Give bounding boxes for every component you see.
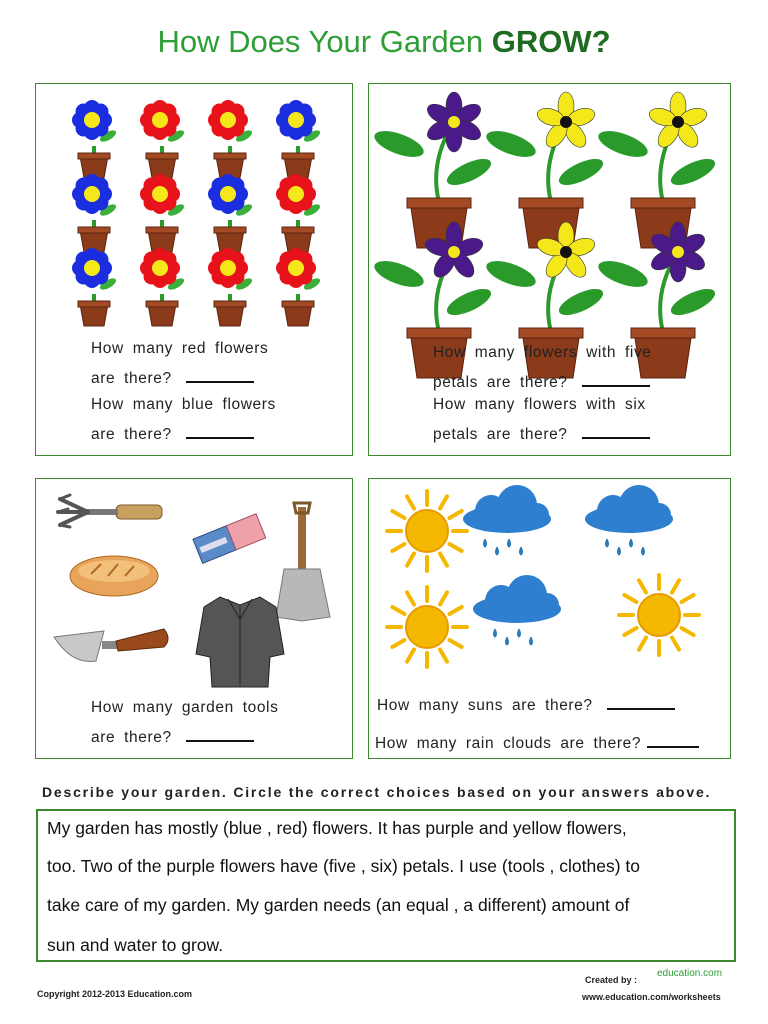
- panel-garden-tools: [35, 478, 353, 759]
- trowel-icon: [54, 629, 168, 662]
- answer-blank-red[interactable]: [186, 367, 254, 383]
- sun-icon: [387, 491, 467, 571]
- tools-illustration: [36, 479, 352, 679]
- panel-flower-petals: [368, 83, 731, 456]
- created-by: Created by :: [585, 975, 638, 985]
- coat-icon: [196, 597, 284, 687]
- blue-flower-icon: [72, 174, 118, 252]
- question-blue-line1: How many blue flowers: [91, 396, 276, 413]
- flower-grid: [36, 84, 352, 344]
- sun-icon: [387, 587, 467, 667]
- rain-cloud-icon: [585, 485, 673, 555]
- title-highlight: GROW?: [491, 24, 611, 59]
- rain-cloud-icon: [463, 485, 551, 555]
- story-line-1: My garden has mostly (blue , red) flowers. It has purple and yellow flowers,: [47, 818, 627, 838]
- question-six-line2: petals are there?: [433, 423, 650, 444]
- question-tools-line1: How many garden tools: [91, 699, 279, 716]
- red-flower-icon: [208, 248, 254, 326]
- page-title: How Does Your Garden GROW?: [157, 24, 611, 59]
- answer-blank-tools[interactable]: [186, 726, 254, 742]
- instructions: Describe your garden. Circle the correct choices based on your answers above.: [42, 784, 712, 800]
- answer-blank-clouds[interactable]: [647, 732, 699, 748]
- blue-flower-icon: [276, 100, 322, 178]
- petal-flowers: [369, 84, 730, 344]
- question-five-line1: How many flowers with five: [433, 344, 652, 361]
- answer-blank-six[interactable]: [582, 423, 650, 439]
- question-suns: How many suns are there?: [377, 694, 675, 715]
- question-five-line2: petals are there?: [433, 371, 650, 392]
- question-red-line1: How many red flowers: [91, 340, 269, 357]
- footer-url: www.education.com/worksheets: [582, 992, 721, 1002]
- bread-icon: [70, 556, 158, 596]
- red-flower-icon: [276, 174, 322, 252]
- red-flower-icon: [276, 248, 322, 326]
- story-box: [36, 809, 736, 962]
- rake-icon: [58, 495, 162, 527]
- blue-flower-icon: [72, 248, 118, 326]
- answer-blank-blue[interactable]: [186, 423, 254, 439]
- purple-flower-icon: [371, 92, 494, 248]
- answer-blank-five[interactable]: [582, 371, 650, 387]
- rain-cloud-icon: [473, 575, 561, 645]
- panel-weather: [368, 478, 731, 759]
- eraser-icon: [193, 514, 266, 564]
- story-line-2: too. Two of the purple flowers have (five , six) petals. I use (tools , clothes) to: [47, 856, 641, 876]
- question-clouds: How many rain clouds are there?: [375, 732, 699, 753]
- panel-flower-colors: [35, 83, 353, 456]
- shovel-icon: [276, 503, 330, 621]
- question-blue-line2: are there?: [91, 423, 254, 444]
- blue-flower-icon: [72, 100, 118, 178]
- red-flower-icon: [140, 248, 186, 326]
- question-six-line1: How many flowers with six: [433, 396, 646, 413]
- answer-blank-suns[interactable]: [607, 694, 675, 710]
- red-flower-icon: [140, 100, 186, 178]
- red-flower-icon: [140, 174, 186, 252]
- weather-illustration: [369, 479, 730, 679]
- story-line-4: sun and water to grow.: [47, 935, 224, 955]
- copyright: Copyright 2012-2013 Education.com: [37, 989, 193, 999]
- yellow-flower-icon: [483, 92, 606, 248]
- sun-icon: [619, 575, 699, 655]
- story-line-3: take care of my garden. My garden needs (an equal , a different) amount of: [47, 895, 630, 915]
- education-logo: education.com: [657, 968, 723, 979]
- question-tools-line2: are there?: [91, 726, 254, 747]
- question-red-line2: are there?: [91, 367, 254, 388]
- red-flower-icon: [208, 100, 254, 178]
- yellow-flower-icon: [595, 92, 718, 248]
- blue-flower-icon: [208, 174, 254, 252]
